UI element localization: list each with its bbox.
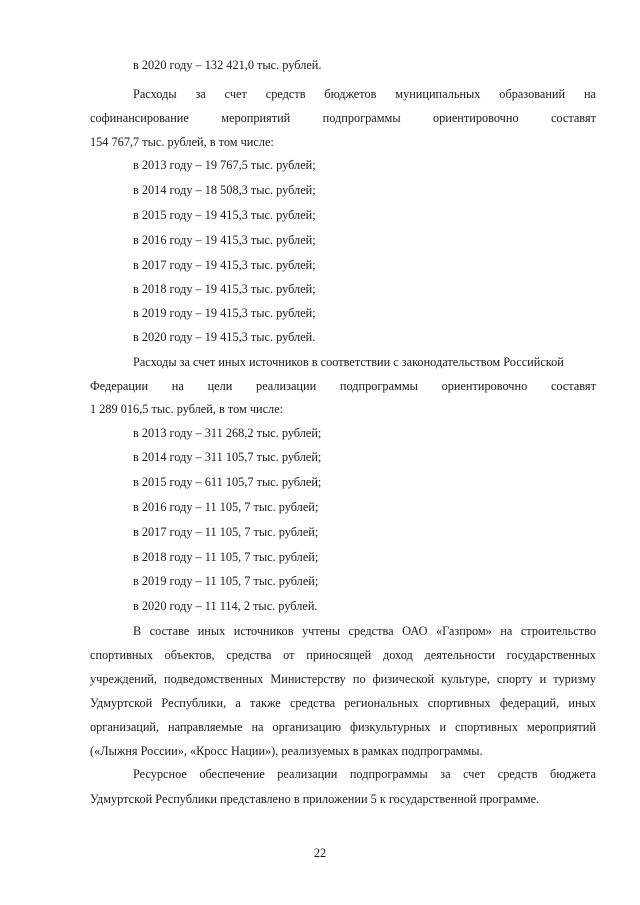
word: и	[439, 720, 447, 734]
word: подпрограммы	[339, 379, 418, 393]
word: мероприятий	[526, 720, 596, 734]
word: средства	[226, 648, 272, 662]
word: ориентировочно	[432, 111, 519, 125]
word: ОАО	[402, 624, 428, 638]
resource-line-2: Удмуртской Республики представлено в приложении 5 к государственной программе.	[90, 792, 540, 806]
composition-line-6: («Лыжня России», «Кросс Нации»), реализуемых в рамках подпрограммы.	[90, 744, 483, 758]
word: составят	[550, 379, 596, 393]
other-year-2016: в 2016 году – 11 105, 7 тыс. рублей;	[133, 500, 319, 514]
word: спортивных	[455, 720, 518, 734]
word: подведомственных	[164, 672, 264, 686]
word: учтены	[302, 624, 341, 638]
word: Расходы	[133, 87, 177, 101]
page-number: 22	[313, 846, 327, 860]
other-total-line: 1 289 016,5 тыс. рублей, в том числе:	[90, 402, 284, 416]
word: мероприятий	[221, 111, 291, 125]
word: за	[440, 767, 451, 781]
word: государственных	[506, 648, 596, 662]
word: деятельности	[424, 648, 495, 662]
word: на	[583, 87, 596, 101]
word: физической	[372, 672, 435, 686]
word: приносящей	[306, 648, 372, 662]
word: на	[171, 379, 184, 393]
word: средств	[497, 767, 538, 781]
other-year-2018: в 2018 году – 11 105, 7 тыс. рублей;	[133, 550, 319, 564]
word: средств	[265, 87, 306, 101]
municipal-year-2017: в 2017 году – 19 415,3 тыс. рублей;	[133, 258, 316, 272]
word: реализации	[277, 767, 338, 781]
word: составят	[550, 111, 596, 125]
word: организацию	[272, 720, 342, 734]
word: объектов,	[164, 648, 215, 662]
word: счет	[463, 767, 486, 781]
word: учреждений,	[90, 672, 157, 686]
word: источников	[233, 624, 294, 638]
word: «Газпром»	[435, 624, 492, 638]
composition-line-5	[90, 720, 596, 735]
other-year-2020: в 2020 году – 11 114, 2 тыс. рублей.	[133, 599, 318, 613]
municipal-total-line: 154 767,7 тыс. рублей, в том числе:	[90, 135, 274, 149]
word: организаций,	[90, 720, 160, 734]
municipal-intro-line	[133, 87, 596, 102]
word: на	[251, 720, 264, 734]
word: реализации	[256, 379, 317, 393]
word: Ресурсное	[133, 767, 187, 781]
municipal-year-2014: в 2014 году – 18 508,3 тыс. рублей;	[133, 183, 316, 197]
municipal-year-2020: в 2020 году – 19 415,3 тыс. рублей.	[133, 330, 316, 344]
word: средства	[348, 624, 394, 638]
municipal-year-2018: в 2018 году – 19 415,3 тыс. рублей;	[133, 282, 316, 296]
word: муниципальных	[395, 87, 481, 101]
word: на	[500, 624, 513, 638]
word: и	[539, 672, 547, 686]
word: подпрограммы	[349, 767, 428, 781]
word: а	[235, 696, 241, 710]
word: цели	[207, 379, 233, 393]
other-year-2013: в 2013 году – 311 268,2 тыс. рублей;	[133, 426, 322, 440]
word: строительство	[520, 624, 596, 638]
word: спорту	[497, 672, 533, 686]
other-year-2017: в 2017 году – 11 105, 7 тыс. рублей;	[133, 525, 319, 539]
word: ориентировочно	[441, 379, 528, 393]
resource-line-1	[133, 767, 596, 782]
other-year-2015: в 2015 году – 611 105,7 тыс. рублей;	[133, 475, 322, 489]
word: иных	[568, 696, 596, 710]
word: спортивных	[427, 696, 491, 710]
composition-line-1	[133, 624, 596, 639]
other-year-2014: в 2014 году – 311 105,7 тыс. рублей;	[133, 450, 322, 464]
word: региональных	[344, 696, 419, 710]
word: Удмуртской	[90, 696, 153, 710]
word: софинансирование	[90, 111, 189, 125]
municipal-year-2016: в 2016 году – 19 415,3 тыс. рублей;	[133, 233, 316, 247]
other-year-2019: в 2019 году – 11 105, 7 тыс. рублей;	[133, 574, 319, 588]
composition-line-2	[90, 648, 596, 663]
word: Министерству	[270, 672, 346, 686]
word: обеспечение	[199, 767, 265, 781]
other-line-2	[90, 379, 596, 394]
word: подпрограммы	[322, 111, 401, 125]
word: бюджетов	[324, 87, 377, 101]
word: по	[352, 672, 366, 686]
word: Федерации	[90, 379, 149, 393]
municipal-line-2	[90, 111, 596, 126]
municipal-year-2019: в 2019 году – 19 415,3 тыс. рублей;	[133, 306, 316, 320]
composition-line-3	[90, 672, 596, 687]
word: средства	[289, 696, 336, 710]
other-intro-line: Расходы за счет иных источников в соответствии с законодательством Российской	[133, 355, 564, 369]
municipal-year-2015: в 2015 году – 19 415,3 тыс. рублей;	[133, 208, 316, 222]
regional-2020-line: в 2020 году – 132 421,0 тыс. рублей.	[133, 58, 322, 72]
word: спортивных	[90, 648, 153, 662]
word: за	[195, 87, 206, 101]
word: также	[250, 696, 281, 710]
municipal-year-2013: в 2013 году – 19 767,5 тыс. рублей;	[133, 158, 316, 172]
composition-line-4	[90, 696, 596, 711]
word: доход	[382, 648, 413, 662]
word: иных	[197, 624, 226, 638]
word: культуре,	[441, 672, 490, 686]
word: от	[283, 648, 295, 662]
word: образований	[499, 87, 566, 101]
word: бюджета	[550, 767, 596, 781]
word: направляемые	[168, 720, 243, 734]
word: счет	[224, 87, 247, 101]
word: туризму	[553, 672, 596, 686]
word: федераций,	[499, 696, 560, 710]
word: Республики,	[161, 696, 227, 710]
word: физкультурных	[349, 720, 431, 734]
word: В	[133, 624, 142, 638]
word: составе	[149, 624, 190, 638]
